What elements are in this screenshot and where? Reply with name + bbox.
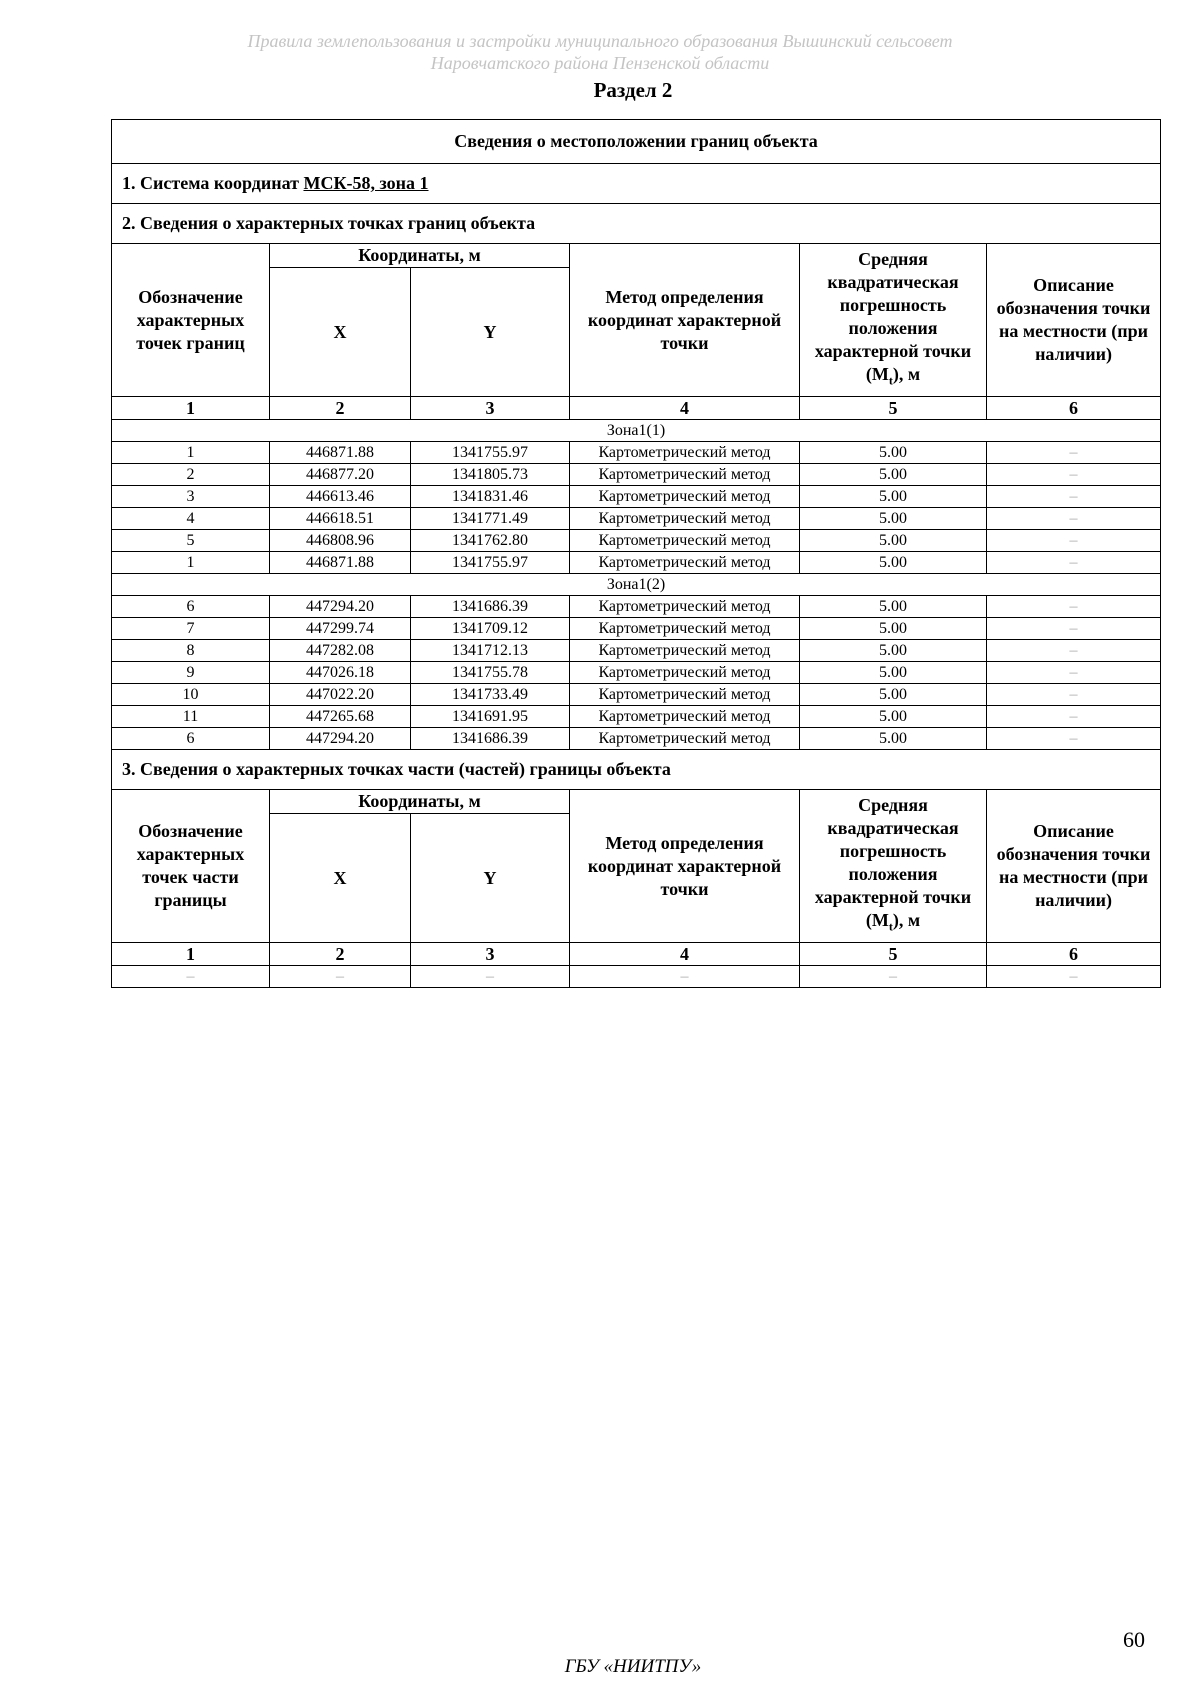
cell-error: 5.00 (800, 552, 987, 574)
cell-x: 447265.68 (270, 706, 411, 728)
part-header-error-main: Средняя квадратическая погрешность положения характерной точки (M (814, 794, 972, 930)
cell-error: 5.00 (800, 442, 987, 464)
cell-error: 5.00 (800, 684, 987, 706)
cell-y: 1341709.12 (411, 618, 570, 640)
cell-y: 1341762.80 (411, 530, 570, 552)
cell-error: 5.00 (800, 662, 987, 684)
cell-x: 447022.20 (270, 684, 411, 706)
boundary-table (111, 119, 1161, 988)
header-error (800, 244, 987, 397)
part-header-coordinates: Координаты, м (270, 790, 570, 814)
cell-point: 2 (112, 464, 270, 486)
cell-method: Картометрический метод (570, 596, 800, 618)
cell-error: 5.00 (800, 706, 987, 728)
table-row (112, 618, 1161, 640)
cell-point: 4 (112, 508, 270, 530)
cell-method: – (570, 966, 800, 988)
header-line-1: Правила землепользования и застройки муниципального образования Вышинский сельсовет (247, 31, 953, 51)
column-number-col-2: 2 (270, 397, 411, 420)
cell-point: 7 (112, 618, 270, 640)
cell-method: Картометрический метод (570, 530, 800, 552)
part-column-number-col-5: 5 (800, 943, 987, 966)
cell-x: – (270, 966, 411, 988)
column-number-col-1: 1 (112, 397, 270, 420)
cell-x: 446871.88 (270, 442, 411, 464)
cell-method: Картометрический метод (570, 552, 800, 574)
cell-desc: – (987, 640, 1161, 662)
cell-desc: – (987, 684, 1161, 706)
table-row (112, 552, 1161, 574)
table-row (112, 662, 1161, 684)
cell-point: 5 (112, 530, 270, 552)
zone-row (112, 574, 1161, 596)
table-row (112, 508, 1161, 530)
header-error-sub: t (888, 373, 893, 388)
cell-x: 446871.88 (270, 552, 411, 574)
part-section-title: 3. Сведения о характерных точках части (частей) границы объекта (112, 750, 1161, 790)
cell-point: 9 (112, 662, 270, 684)
table-row (112, 966, 1161, 988)
part-column-number-col-4: 4 (570, 943, 800, 966)
cell-x: 447294.20 (270, 596, 411, 618)
part-header-point-designation: Обозначение характерных точек части границы (112, 790, 270, 943)
header-y: Y (411, 268, 570, 397)
footer: ГБУ «НИИТПУ» (564, 1656, 702, 1677)
part-header-x: X (270, 814, 411, 943)
cell-desc: – (987, 966, 1161, 988)
header-x: X (270, 268, 411, 397)
cell-method: Картометрический метод (570, 508, 800, 530)
part-header-y: Y (411, 814, 570, 943)
cell-y: 1341733.49 (411, 684, 570, 706)
part-header-error-sub: t (888, 919, 893, 934)
cell-point: 1 (112, 552, 270, 574)
cell-y: 1341771.49 (411, 508, 570, 530)
coord-system-row (112, 164, 1161, 204)
cell-point: 11 (112, 706, 270, 728)
cell-method: Картометрический метод (570, 442, 800, 464)
cell-method: Картометрический метод (570, 662, 800, 684)
cell-desc: – (987, 618, 1161, 640)
cell-error: – (800, 966, 987, 988)
document-header (0, 30, 1200, 74)
cell-point: 8 (112, 640, 270, 662)
cell-x: 447026.18 (270, 662, 411, 684)
cell-error: 5.00 (800, 486, 987, 508)
table-row (112, 640, 1161, 662)
cell-desc: – (987, 596, 1161, 618)
table-row (112, 728, 1161, 750)
cell-y: – (411, 966, 570, 988)
cell-desc: – (987, 530, 1161, 552)
cell-point: 6 (112, 728, 270, 750)
cell-desc: – (987, 486, 1161, 508)
points-section-title: 2. Сведения о характерных точках границ объекта (112, 204, 1161, 244)
cell-error: 5.00 (800, 618, 987, 640)
zone-name: Зона1(1) (112, 420, 1161, 442)
column-number-col-5: 5 (800, 397, 987, 420)
coord-system-label: 1. Система координат (122, 173, 299, 193)
part-header-description: Описание обозначения точки на местности (при наличии) (987, 790, 1161, 943)
part-column-numbers-row (112, 943, 1161, 966)
section-title: Раздел 2 (593, 78, 673, 102)
column-number-col-4: 4 (570, 397, 800, 420)
part-column-number-col-3: 3 (411, 943, 570, 966)
cell-method: Картометрический метод (570, 486, 800, 508)
part-header-row (112, 790, 1161, 814)
header-method: Метод определения координат характерной точки (570, 244, 800, 397)
cell-x: 447282.08 (270, 640, 411, 662)
cell-desc: – (987, 552, 1161, 574)
cell-desc: – (987, 662, 1161, 684)
table-row (112, 530, 1161, 552)
cell-desc: – (987, 728, 1161, 750)
zone-name: Зона1(2) (112, 574, 1161, 596)
table-row (112, 706, 1161, 728)
table-row (112, 486, 1161, 508)
column-number-col-3: 3 (411, 397, 570, 420)
cell-error: 5.00 (800, 530, 987, 552)
header-description: Описание обозначения точки на местности (при наличии) (987, 244, 1161, 397)
cell-y: 1341712.13 (411, 640, 570, 662)
header-error-tail: ), м (892, 363, 921, 384)
cell-error: 5.00 (800, 640, 987, 662)
header-point-designation: Обозначение характерных точек границ (112, 244, 270, 397)
cell-error: 5.00 (800, 728, 987, 750)
part-section-row (112, 750, 1161, 790)
cell-point: 3 (112, 486, 270, 508)
cell-y: 1341686.39 (411, 596, 570, 618)
cell-y: 1341686.39 (411, 728, 570, 750)
cell-error: 5.00 (800, 596, 987, 618)
table-row (112, 464, 1161, 486)
header-coordinates: Координаты, м (270, 244, 570, 268)
cell-method: Картометрический метод (570, 618, 800, 640)
cell-method: Картометрический метод (570, 728, 800, 750)
cell-desc: – (987, 442, 1161, 464)
cell-point: 10 (112, 684, 270, 706)
part-header-method: Метод определения координат характерной точки (570, 790, 800, 943)
part-column-number-col-6: 6 (987, 943, 1161, 966)
cell-method: Картометрический метод (570, 640, 800, 662)
cell-x: 446877.20 (270, 464, 411, 486)
cell-point: – (112, 966, 270, 988)
column-number-col-6: 6 (987, 397, 1161, 420)
part-column-number-col-2: 2 (270, 943, 411, 966)
cell-point: 6 (112, 596, 270, 618)
cell-point: 1 (112, 442, 270, 464)
cell-method: Картометрический метод (570, 464, 800, 486)
cell-x: 447299.74 (270, 618, 411, 640)
coord-system-value: МСК-58, зона 1 (303, 173, 429, 193)
page-number: 60 (1123, 1627, 1145, 1652)
part-column-number-col-1: 1 (112, 943, 270, 966)
cell-error: 5.00 (800, 464, 987, 486)
cell-error: 5.00 (800, 508, 987, 530)
cell-x: 447294.20 (270, 728, 411, 750)
column-numbers-row (112, 397, 1161, 420)
table-title: Сведения о местоположении границ объекта (112, 120, 1161, 164)
zone-row (112, 420, 1161, 442)
header-line-2: Наровчатского района Пензенской области (430, 53, 770, 73)
cell-x: 446613.46 (270, 486, 411, 508)
table-row (112, 684, 1161, 706)
header-error-main: Средняя квадратическая погрешность положения характерной точки (M (814, 248, 972, 384)
table-row (112, 596, 1161, 618)
cell-desc: – (987, 508, 1161, 530)
cell-x: 446618.51 (270, 508, 411, 530)
cell-method: Картометрический метод (570, 684, 800, 706)
cell-desc: – (987, 706, 1161, 728)
part-header-error-tail: ), м (892, 909, 921, 930)
cell-y: 1341831.46 (411, 486, 570, 508)
cell-y: 1341755.97 (411, 552, 570, 574)
cell-y: 1341805.73 (411, 464, 570, 486)
cell-y: 1341755.97 (411, 442, 570, 464)
cell-y: 1341755.78 (411, 662, 570, 684)
cell-method: Картометрический метод (570, 706, 800, 728)
part-header-error (800, 790, 987, 943)
cell-y: 1341691.95 (411, 706, 570, 728)
table-row (112, 442, 1161, 464)
cell-desc: – (987, 464, 1161, 486)
cell-x: 446808.96 (270, 530, 411, 552)
